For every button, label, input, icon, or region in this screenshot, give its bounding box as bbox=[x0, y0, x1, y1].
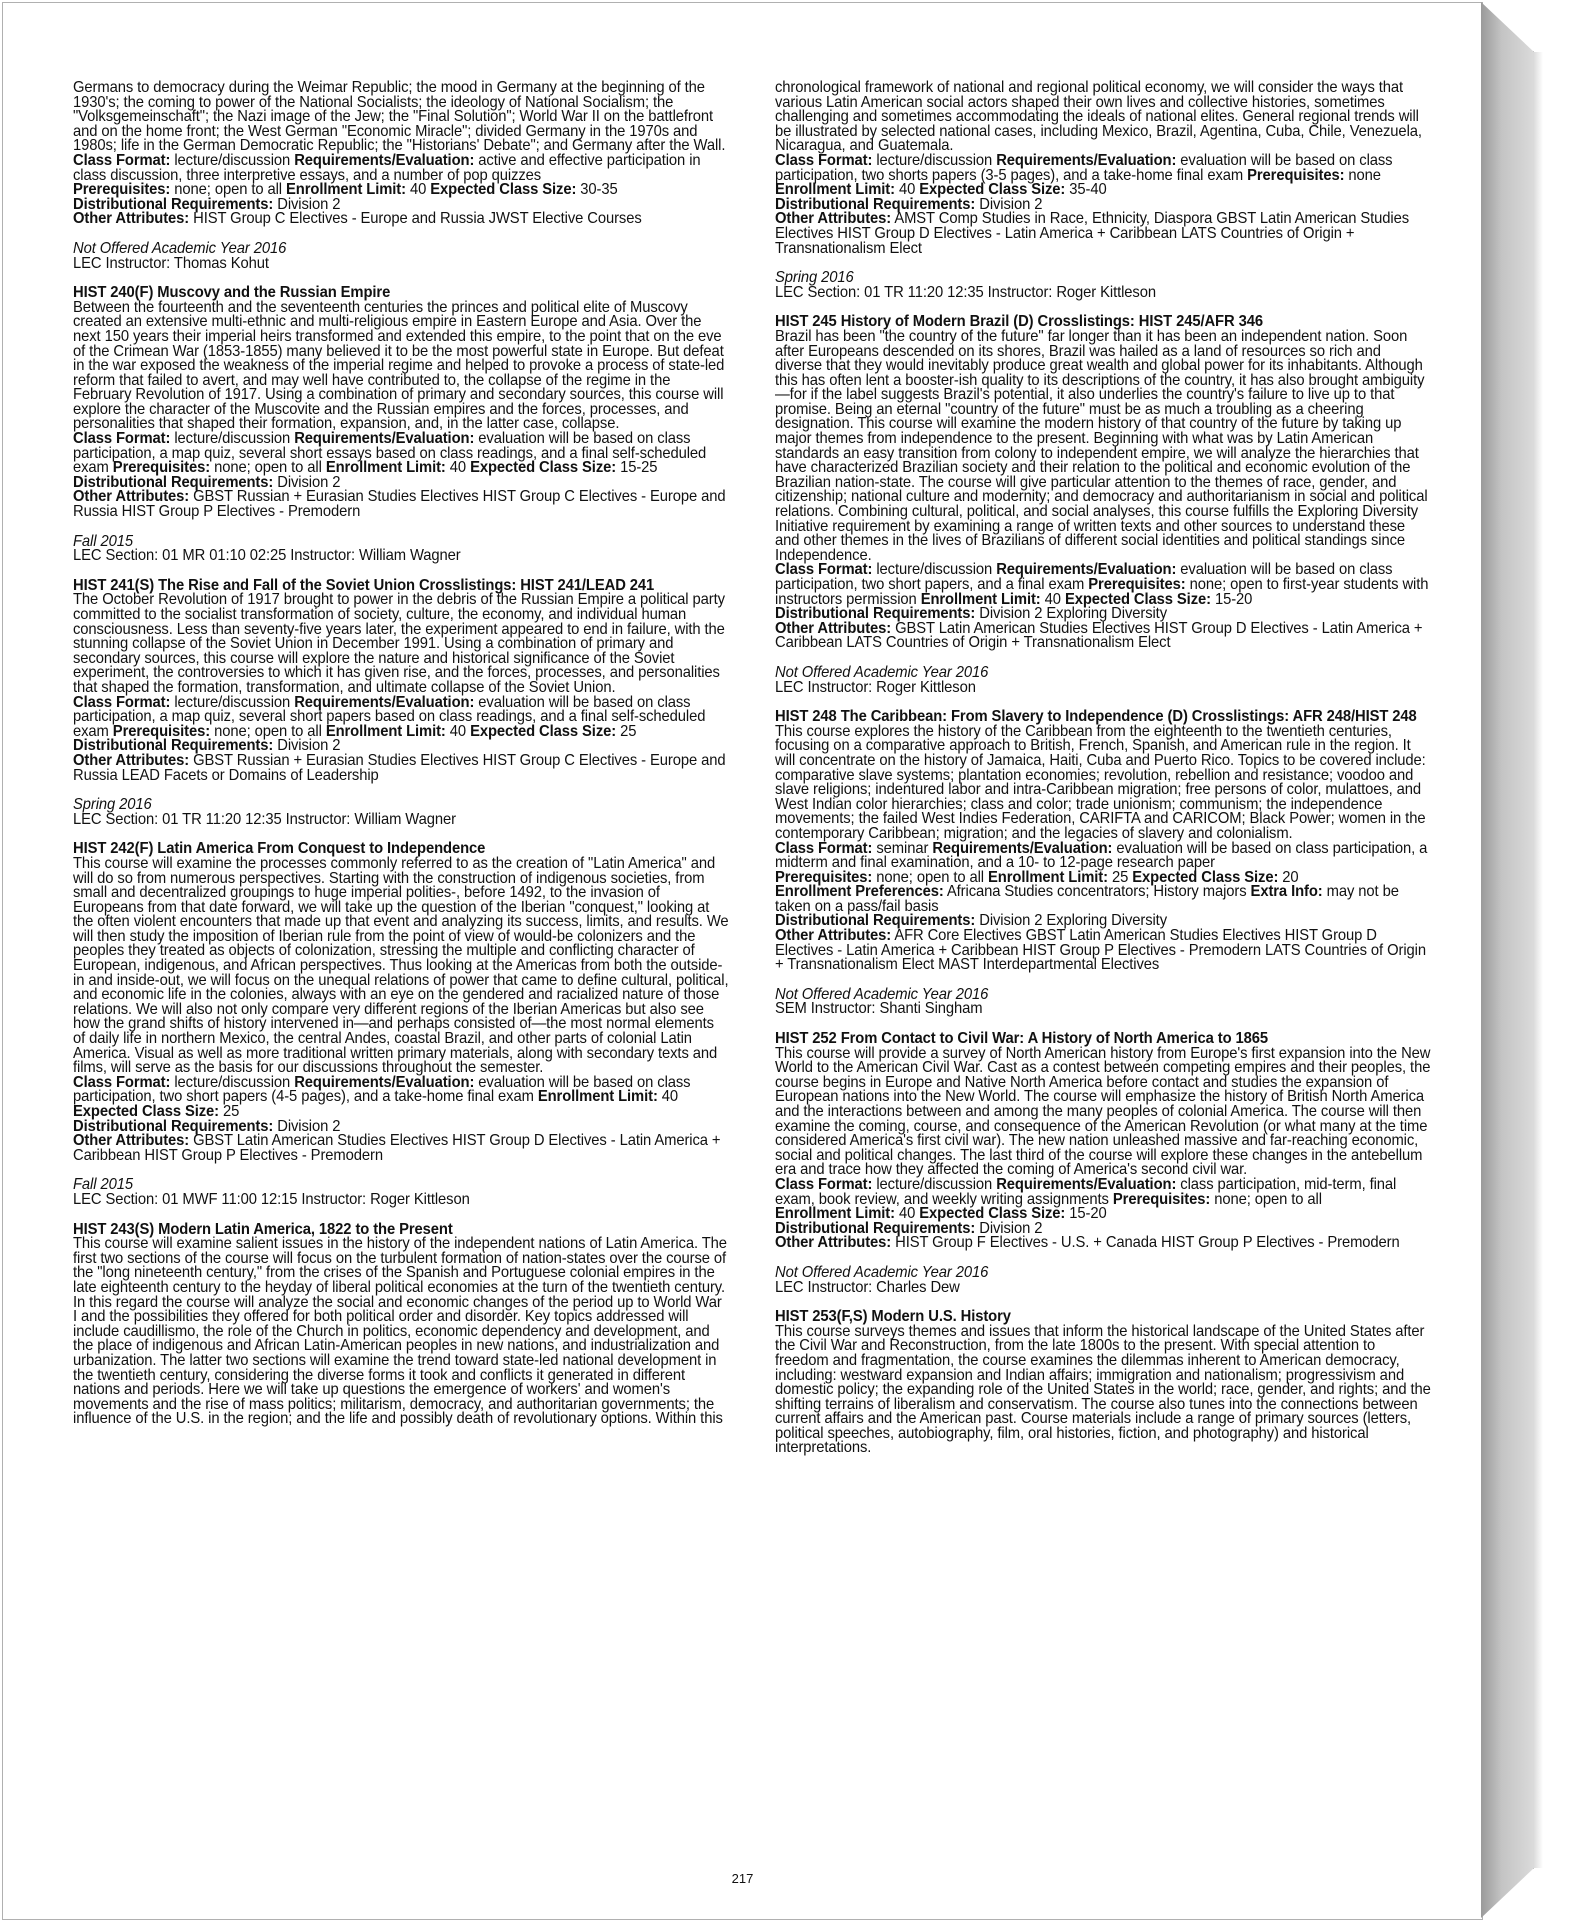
body-text: The October Revolution of 1917 brought to power in the debris of the Russian Empire a political party committed to the socialist transformation of society, culture, the economy, and individual human consciousness. Less than seventy-five years later, the experiment appeared to end in failure, with the stunning collapse of the Soviet Union in December 1991. Using a combination of primary and secondary sources, this course will explore the nature and historical significance of the Soviet experiment, the controversies to which it has given rise, and the forces, processes, and personalities that shaped the formation, transformation, and ultimate collapse of the Soviet Union. bbox=[73, 591, 725, 696]
attribute-value: evaluation will be based on class participation, a map quiz, several short papers based on class readings, and a final self-scheduled exam bbox=[73, 693, 706, 740]
body-text: Between the fourteenth and the seventeenth centuries the princes and political elite of Muscovy created an extensive multi-ethnic and multi-religious empire in Eastern Europe and Asia. Over the next 150 years their imperial heirs transformed and extended this empire, to the point that on the eve of the Crimean War (1853-1855) many believed it to be the most powerful state in Europe. But defeat in the war exposed the weakness of the imperial regime and helped to provoke a process of state-led reform that failed to avert, and may well have contributed to, the collapse of the regime in the February Revolution of 1917. Using a combination of primary and secondary sources, this course will explore the character of the Muscovite and the Russian empires and the forces, processes, and personalities that shaped their formation, expansion, and, in the latter case, collapse. bbox=[73, 298, 725, 433]
attribute-value: none bbox=[1348, 166, 1381, 184]
attribute-value: 25 bbox=[223, 1103, 240, 1120]
left-column bbox=[73, 81, 730, 1427]
attribute-label: Enrollment Limit: bbox=[537, 1088, 658, 1106]
course-attributes bbox=[775, 839, 1432, 872]
course-attributes bbox=[73, 751, 730, 784]
body-text: LEC Instructor: Roger Kittleson bbox=[775, 678, 976, 696]
attribute-value: Division 2 bbox=[277, 473, 341, 491]
attribute-value: seminar bbox=[876, 839, 929, 857]
attribute-value: HIST Group F Electives - U.S. + Canada HIST Group P Electives - Premodern bbox=[895, 1234, 1400, 1252]
body-text: This course explores the history of the Caribbean from the eighteenth to the twentieth centuries, focusing on a comparative approach to British, French, Spanish, and American rule in the region. It will concentrate on the history of Jamaica, Haiti, Cuba and Puerto Rico. Topics to be covered include: comparative slave systems; plantation economies; revolution, rebellion and resistance; voodoo and slave religions; indentured labor and intra-Caribbean migration; free persons of color, mulattoes, and West Indian color hierarchies; class and color; trade unionism; communism; the independence movements; the failed West Indies Federation, CARIFTA and CARICOM; Black Power; women in the contemporary Caribbean; migration; and the legacies of slavery and colonialism. bbox=[775, 722, 1426, 842]
attribute-label: Class Format: bbox=[73, 1073, 171, 1091]
course-attributes bbox=[775, 1236, 1432, 1251]
attribute-label: Requirements/Evaluation: bbox=[932, 839, 1113, 857]
attribute-value: AFR Core Electives GBST Latin American Studies Electives HIST Group D Electives - Latin America + Caribbean HIST Group P Electives - Premodern LATS Countries of Origin + Transnationalism Elect MAST Interdepartmental Electives bbox=[775, 927, 1426, 974]
attribute-value: 40 bbox=[661, 1088, 679, 1106]
attribute-label: Distributional Requirements: bbox=[73, 195, 274, 213]
attribute-label: Prerequisites: bbox=[73, 181, 171, 199]
attribute-label: Requirements/Evaluation: bbox=[996, 151, 1177, 169]
course-attributes bbox=[775, 1175, 1432, 1208]
attribute-label: Class Format: bbox=[775, 839, 873, 857]
attribute-label: Other Attributes: bbox=[73, 1132, 190, 1150]
attribute-value: 15-25 bbox=[620, 459, 658, 477]
attribute-label: Distributional Requirements: bbox=[73, 737, 274, 755]
attribute-label: Requirements/Evaluation: bbox=[294, 430, 475, 448]
course-attributes bbox=[73, 151, 730, 184]
attribute-value: none; open to all bbox=[214, 459, 322, 477]
attribute-value: 15-20 bbox=[1069, 1205, 1107, 1223]
attribute-label: Expected Class Size: bbox=[919, 1205, 1066, 1223]
body-text: This course surveys themes and issues that inform the historical landscape of the United States after the Civil War and Reconstruction, from the late 1800s to the present. With special attention to freedom and fragmentation, the course examines the dilemmas inherent to American democracy, including: westward expansion and Indian affairs; immigration and nationalism; progressivism and domestic policy; the expanding role of the United States in the world; race, gender, and rights; and the shifting terrains of liberalism and conservatism. The course also tunes into the connections between current affairs and the American past. Course materials include a range of primary sources (letters, political speeches, autobiography, film, oral histories, fiction, and photography) and historical interpretations. bbox=[775, 1322, 1431, 1457]
attribute-label: Expected Class Size: bbox=[1064, 590, 1211, 608]
course-title: HIST 243(S) Modern Latin America, 1822 to the Present bbox=[73, 1220, 453, 1238]
page-curl-edge bbox=[1481, 2, 1534, 1918]
attribute-value: evaluation will be based on class participation, two short papers (4-5 pages), and a take-home final exam bbox=[73, 1073, 691, 1106]
attribute-value: may not be taken on a pass/fail basis bbox=[775, 883, 1399, 915]
term-label: Not Offered Academic Year 2016 bbox=[73, 239, 287, 257]
attribute-label: Enrollment Limit: bbox=[775, 181, 895, 199]
term-label: Spring 2016 bbox=[73, 796, 152, 814]
attribute-value: Division 2 Exploring Diversity bbox=[979, 912, 1167, 930]
attribute-label: Class Format: bbox=[73, 430, 171, 448]
attribute-label: Other Attributes: bbox=[775, 619, 892, 637]
attribute-label: Other Attributes: bbox=[775, 1234, 892, 1252]
attribute-label: Other Attributes: bbox=[73, 210, 190, 228]
attribute-value: active and effective participation in class discussion, three interpretive essays, and a number of pop quizzes bbox=[73, 151, 701, 184]
attribute-value: none; open to all bbox=[214, 722, 322, 740]
attribute-value: GBST Latin American Studies Electives HIST Group D Electives - Latin America + Caribbean HIST Group P Electives - Premodern bbox=[73, 1132, 721, 1164]
course-title: HIST 240(F) Muscovy and the Russian Empire bbox=[73, 284, 391, 302]
attribute-value: lecture/discussion bbox=[876, 561, 993, 579]
paragraph-gap bbox=[775, 256, 1432, 271]
attribute-label: Requirements/Evaluation: bbox=[294, 1073, 475, 1091]
body-text: This course will provide a survey of North American history from Europe's first expansion into the New World to the American Civil War. Cast as a contest between competing empires and their peoples, the course begins in Europe and Native North America before contact and studies the expansion of European nations into the New World. The course will emphasize the history of British North America and the interactions between and among the many peoples of colonial America. The course will then examine the coming, course, and consequence of the American Revolution (or what many at the time considered America's first civil war). The new nation unleashed massive and far-reaching economic, social and political changes. The last third of the course will explore these changes in the antebellum era and trace how they affected the coming of America's second civil war. bbox=[775, 1044, 1431, 1179]
attribute-label: Enrollment Limit: bbox=[325, 722, 446, 740]
attribute-label: Distributional Requirements: bbox=[775, 605, 976, 623]
attribute-label: Prerequisites: bbox=[112, 722, 211, 740]
attribute-label: Class Format: bbox=[775, 1175, 873, 1193]
attribute-value: AMST Comp Studies in Race, Ethnicity, Diaspora GBST Latin American Studies Electives HIST Group D Electives - Latin America + Caribbean LATS Countries of Origin + Transnationalism Elect bbox=[775, 210, 1410, 257]
attribute-label: Prerequisites: bbox=[1088, 576, 1186, 593]
page-number: 217 bbox=[731, 1871, 754, 1886]
attribute-value: none; open to all bbox=[174, 181, 283, 199]
body-text: chronological framework of national and regional political economy, we will consider the ways that various Latin American social actors shaped their own lives and collective histories, sometimes challenging and sometimes accommodating the ideals of national elites. General regional trends will be illustrated by selected national cases, including Mexico, Brazil, Agentina, Cuba, Chile, Venezuela, Nicaragua, and Guatemala. bbox=[775, 79, 1422, 155]
term-label: Not Offered Academic Year 2016 bbox=[775, 1263, 989, 1281]
attribute-label: Class Format: bbox=[73, 151, 171, 169]
attribute-label: Class Format: bbox=[775, 561, 873, 579]
attribute-value: 30-35 bbox=[580, 181, 618, 199]
body-text: Brazil has been "the country of the future" far longer than it has been an independent nation. Soon after Europeans descended on its shores, Brazil was hailed as a land of resources so rich and diverse that they would inevitably produce great wealth and global power for its inhabitants. Although this has often lent a booster-ish quality to its descriptions of the country, it has also brought ambiguity—for if the label suggests Brazil's potential, it also underlies the country's failure to live up to that promise. Being an eternal "country of the future" must be as much a troubling as a cheering designation. This course will examine the modern history of that country of the future by taking up major themes from independence to the present. Beginning with what was by Latin American standards an easy transition from colony to independent empire, we will analyze the hierarchies that have characterized Brazilian society and their relation to the political and economic evolution of the Brazilian nation-state. The course will give particular attention to the themes of race, gender, and citizenship; national culture and modernity; and democracy and authoritarianism in social and political relations. Combining cultural, political, and social analyses, this course fulfills the Exploring Diversity Initiative requirement by examining a range of written texts and other sources to understand these and other themes in the lives of Brazilians of different social identities and political standings since Independence. bbox=[775, 327, 1428, 564]
attribute-value: Division 2 bbox=[979, 195, 1043, 213]
attribute-label: Requirements/Evaluation: bbox=[294, 693, 475, 711]
attribute-label: Enrollment Limit: bbox=[286, 181, 406, 199]
attribute-label: Prerequisites: bbox=[775, 868, 873, 886]
attribute-value: 35-40 bbox=[1069, 181, 1107, 199]
course-attributes bbox=[73, 693, 730, 740]
attribute-label: Expected Class Size: bbox=[430, 181, 577, 199]
attribute-value: none; open to all bbox=[1214, 1190, 1322, 1208]
course-title: HIST 242(F) Latin America From Conquest to Independence bbox=[73, 840, 486, 858]
attribute-label: Prerequisites: bbox=[112, 459, 211, 477]
course-attributes bbox=[73, 212, 730, 227]
course-title: HIST 245 History of Modern Brazil (D) Crosslistings: HIST 245/AFR 346 bbox=[775, 313, 1263, 331]
attribute-value: Division 2 bbox=[277, 1117, 341, 1135]
attribute-value: GBST Russian + Eurasian Studies Electives HIST Group C Electives - Europe and Russia HIST Group P Electives - Premodern bbox=[73, 488, 726, 521]
attribute-value: 40 bbox=[409, 181, 427, 199]
attribute-label: Enrollment Limit: bbox=[325, 459, 446, 477]
attribute-value: Division 2 bbox=[277, 195, 341, 213]
attribute-label: Distributional Requirements: bbox=[73, 1117, 274, 1135]
right-column bbox=[775, 81, 1432, 1456]
attribute-label: Expected Class Size: bbox=[470, 459, 617, 477]
body-text: LEC Section: 01 TR 11:20 12:35 Instructor: William Wagner bbox=[73, 810, 456, 828]
course-title: HIST 241(S) The Rise and Fall of the Soviet Union Crosslistings: HIST 241/LEAD 241 bbox=[73, 576, 655, 594]
course-attributes bbox=[73, 490, 730, 519]
course-attributes bbox=[775, 885, 1432, 914]
attribute-label: Expected Class Size: bbox=[470, 722, 617, 740]
course-attributes bbox=[775, 151, 1432, 199]
attribute-label: Enrollment Limit: bbox=[920, 590, 1041, 608]
attribute-label: Distributional Requirements: bbox=[775, 912, 976, 930]
term-label: Not Offered Academic Year 2016 bbox=[775, 985, 989, 1003]
attribute-value: 40 bbox=[898, 1205, 916, 1223]
attribute-value: 40 bbox=[898, 181, 916, 199]
body-text: Germans to democracy during the Weimar Republic; the mood in Germany at the beginning of the 1930's; the coming to power of the National Socialists; the ideology of National Socialism; the "Volksgemeinschaft"; the Nazi image of the Jew; the "Final Solution"; World War II on the battlefront and on the home front; the West German "Economic Miracle"; divided Germany in the 1970s and 1980s; life in the German Democratic Republic; the "Historians' Debate"; and Germany after the Wall. bbox=[73, 79, 726, 155]
term-label: Not Offered Academic Year 2016 bbox=[775, 663, 989, 681]
attribute-value: Division 2 bbox=[277, 737, 341, 755]
page-shadow bbox=[1533, 52, 1543, 1868]
attribute-value: 25 bbox=[1111, 868, 1129, 886]
course-title: HIST 253(F,S) Modern U.S. History bbox=[775, 1308, 1011, 1326]
attribute-value: HIST Group C Electives - Europe and Russia JWST Elective Courses bbox=[193, 210, 642, 228]
attribute-value: 40 bbox=[449, 459, 467, 477]
attribute-label: Class Format: bbox=[775, 151, 873, 169]
attribute-value: 25 bbox=[620, 722, 637, 740]
attribute-label: Extra Info: bbox=[1250, 883, 1323, 901]
body-text: SEM Instructor: Shanti Singham bbox=[775, 1000, 983, 1018]
term-label: Spring 2016 bbox=[775, 269, 854, 287]
attribute-label: Requirements/Evaluation: bbox=[996, 1175, 1177, 1193]
attribute-value: 20 bbox=[1282, 868, 1299, 886]
attribute-label: Distributional Requirements: bbox=[775, 195, 976, 213]
course-attributes bbox=[775, 929, 1432, 973]
document-page bbox=[2, 2, 1483, 1920]
paragraph-gap bbox=[73, 520, 730, 535]
attribute-label: Expected Class Size: bbox=[73, 1103, 219, 1120]
attribute-value: evaluation will be based on class participation, a map quiz, several short essays based on class readings, and a final self-scheduled exam bbox=[73, 430, 707, 477]
term-label: Fall 2015 bbox=[73, 1176, 133, 1194]
attribute-value: Africana Studies concentrators; History majors bbox=[946, 883, 1247, 901]
attribute-value: none; open to first-year students with instructors permission bbox=[775, 576, 1429, 608]
attribute-label: Prerequisites: bbox=[1247, 166, 1345, 184]
attribute-label: Enrollment Preferences: bbox=[775, 883, 944, 901]
course-attributes bbox=[73, 432, 730, 476]
attribute-value: evaluation will be based on class participation, a midterm and final examination, and a 10- to 12-page research paper bbox=[775, 839, 1428, 872]
body-text: LEC Section: 01 TR 11:20 12:35 Instructor: Roger Kittleson bbox=[775, 283, 1156, 301]
course-attributes bbox=[73, 1073, 730, 1120]
body-text: LEC Section: 01 MR 01:10 02:25 Instructor: William Wagner bbox=[73, 547, 461, 565]
attribute-label: Class Format: bbox=[73, 693, 171, 711]
course-attributes bbox=[73, 1134, 730, 1163]
attribute-value: lecture/discussion bbox=[174, 430, 291, 448]
attribute-value: lecture/discussion bbox=[174, 151, 291, 169]
attribute-label: Other Attributes: bbox=[73, 751, 190, 769]
attribute-value: GBST Latin American Studies Electives HIST Group D Electives - Latin America + Caribbean LATS Countries of Origin + Transnationalism Elect bbox=[775, 619, 1423, 652]
attribute-label: Enrollment Limit: bbox=[988, 868, 1108, 886]
course-attributes bbox=[775, 563, 1432, 607]
attribute-label: Expected Class Size: bbox=[919, 181, 1066, 199]
attribute-label: Distributional Requirements: bbox=[73, 473, 274, 491]
attribute-label: Distributional Requirements: bbox=[775, 1219, 976, 1237]
attribute-label: Other Attributes: bbox=[775, 210, 892, 228]
attribute-value: 40 bbox=[449, 722, 467, 740]
attribute-value: none; open to all bbox=[876, 868, 985, 886]
attribute-value: lecture/discussion bbox=[174, 693, 291, 711]
attribute-value: GBST Russian + Eurasian Studies Electives HIST Group C Electives - Europe and Russia LEAD Facets or Domains of Leadership bbox=[73, 751, 726, 784]
paragraph-gap bbox=[73, 1163, 730, 1178]
attribute-label: Requirements/Evaluation: bbox=[294, 151, 475, 169]
course-title: HIST 248 The Caribbean: From Slavery to Independence (D) Crosslistings: AFR 248/HIST 248 bbox=[775, 708, 1417, 726]
attribute-value: 15-20 bbox=[1214, 590, 1253, 608]
attribute-value: Division 2 Exploring Diversity bbox=[979, 605, 1167, 623]
term-label: Fall 2015 bbox=[73, 532, 133, 550]
attribute-value: class participation, mid-term, final exam, book review, and weekly writing assignments bbox=[775, 1175, 1397, 1208]
course-title: HIST 252 From Contact to Civil War: A History of North America to 1865 bbox=[775, 1030, 1269, 1048]
attribute-label: Other Attributes: bbox=[775, 927, 892, 945]
attribute-label: Requirements/Evaluation: bbox=[996, 561, 1177, 579]
attribute-value: 40 bbox=[1044, 590, 1061, 608]
attribute-value: lecture/discussion bbox=[876, 151, 993, 169]
body-text: This course will examine the processes commonly referred to as the creation of "Latin America" and will do so from numerous perspectives. Starting with the construction of indigenous societies, from small and decentralized groupings to huge imperial polities-, before 1492, to the invasion of Europeans from that date forward, we will take up the question of the Iberian "conquest," looking at the often violent encounters that made up that event and analyzing its success, limits, and results. We will then study the imposition of Iberian rule from the point of view of would-be colonizers and the peoples they treated as objects of colonization, stressing the multiple and conflicting character of European, indigenous, and African perspectives. Thus looking at the Americas from both the outside-in and inside-out, we will focus on the unequal relations of power that came to define cultural, political, and economic life in the colonies, always with an eye on the gendered and racialized nature of those relations. We will also not only compare very different regions of the Iberian Americas but also see how the grand shifts of history intervened in—and perhaps consisted of—the most normal elements of daily life in northern Mexico, the central Andes, coastal Brazil, and other parts of colonial Latin America. Visual as well as more traditional written primary materials, along with secondary texts and films, will serve as the basis for our discussions throughout the semester. bbox=[73, 854, 729, 1077]
body-text: LEC Section: 01 MWF 11:00 12:15 Instructor: Roger Kittleson bbox=[73, 1190, 470, 1208]
attribute-value: lecture/discussion bbox=[174, 1073, 291, 1091]
body-text: LEC Instructor: Thomas Kohut bbox=[73, 254, 269, 272]
attribute-label: Other Attributes: bbox=[73, 488, 190, 506]
attribute-label: Expected Class Size: bbox=[1132, 868, 1279, 886]
body-text: This course will examine salient issues in the history of the independent nations of Latin America. The first two sections of the course will focus on the turbulent formation of nation-states over the course of the "long nineteenth century," from the crises of the Spanish and Portuguese colonial empires in the late eighteenth century to the heyday of liberal political economies at the turn of the twentieth century. In this regard the course will analyze the social and economic changes of the period up to World War I and the possibilities they offered for both political order and disorder. Key topics addressed will include caudillismo, the role of the Church in politics, economic dependency and development, and the place of indigenous and African Latin-American peoples in new nations, and industrialization and urbanization. The latter two sections will examine the trend toward state-led national development in the twentieth century, considering the diverse forms it took and conflicts it generated in different nations and periods. Here we will take up questions the emergence of workers' and women's movements and the rise of mass politics; militarism, democracy, and authoritarian governments; the influence of the U.S. in the region; and the life and possibly death of revolutionary options. Within this bbox=[73, 1235, 727, 1428]
attribute-value: evaluation will be based on class participation, two short papers, and a final exam bbox=[775, 561, 1393, 593]
attribute-value: evaluation will be based on class participation, two shorts papers (3-5 pages), and a take-home final exam bbox=[775, 151, 1393, 184]
paragraph-gap bbox=[73, 783, 730, 798]
course-attributes bbox=[775, 212, 1432, 256]
attribute-label: Prerequisites: bbox=[1112, 1190, 1211, 1208]
attribute-label: Enrollment Limit: bbox=[775, 1205, 895, 1223]
course-attributes bbox=[775, 619, 1432, 652]
attribute-value: lecture/discussion bbox=[876, 1175, 993, 1193]
body-text: LEC Instructor: Charles Dew bbox=[775, 1278, 960, 1296]
attribute-value: Division 2 bbox=[979, 1219, 1043, 1237]
